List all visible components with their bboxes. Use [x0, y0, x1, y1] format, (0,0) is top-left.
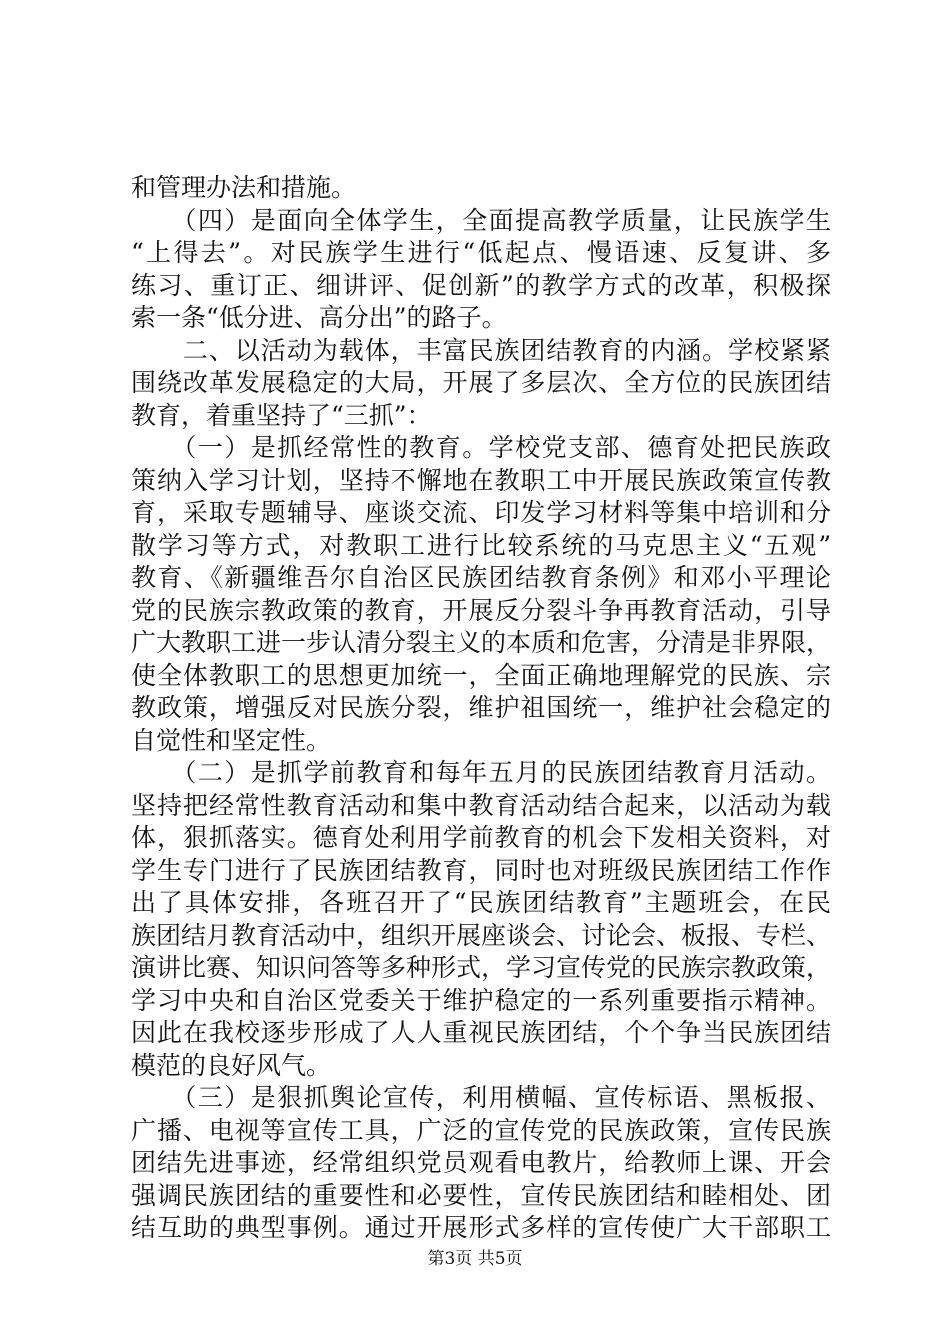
text-line: 索一条“低分进、高分出”的路子。	[131, 303, 507, 332]
text-line: （一）是抓经常性的教育。学校党支部、德育处把民族政	[131, 433, 831, 462]
text-line: 教育、《新疆维吾尔自治区民族团结教育条例》和邓小平理论	[131, 563, 831, 592]
text-line: 策纳入学习计划，坚持不懈地在教职工中开展民族政策宣传教	[131, 465, 831, 495]
text-line: 模范的良好风气。	[131, 1050, 332, 1080]
text-line: 学习中央和自治区党委关于维护稳定的一系列重要指示精神。	[131, 985, 831, 1015]
text-line: 族团结月教育活动中，组织开展座谈会、讨论会、板报、专栏、	[131, 920, 832, 950]
text-line: 体，狠抓落实。德育处利用学前教育的机会下发相关资料，对	[131, 823, 831, 852]
text-line: 强调民族团结的重要性和必要性，宣传民族团结和睦相处、团	[131, 1180, 831, 1210]
text-line: 散学习等方式，对教职工进行比较系统的马克思主义“五观”	[131, 530, 831, 560]
text-line: 使全体教职工的思想更加统一，全面正确地理解党的民族、宗	[131, 660, 831, 690]
text-line: 结互助的典型事例。通过开展形式多样的宣传使广大干部职工	[131, 1213, 831, 1242]
text-line: 坚持把经常性教育活动和集中教育活动结合起来，以活动为载	[131, 790, 831, 820]
text-line: 二、以活动为载体，丰富民族团结教育的内涵。学校紧紧	[131, 335, 831, 365]
text-line: 出了具体安排，各班召开了“民族团结教育”主题班会，在民	[131, 888, 831, 917]
text-line: 团结先进事迹，经常组织党员观看电教片，给教师上课、开会	[131, 1148, 831, 1177]
text-line: 广播、电视等宣传工具，广泛的宣传党的民族政策，宣传民族	[131, 1115, 831, 1145]
text-line: 教政策，增强反对民族分裂，维护祖国统一，维护社会稳定的	[131, 693, 831, 722]
text-line: 围绕改革发展稳定的大局，开展了多层次、全方位的民族团结	[131, 368, 831, 397]
text-line: 自觉性和坚定性。	[131, 725, 332, 755]
text-line: 演讲比赛、知识问答等多种形式，学习宣传党的民族宗教政策，	[131, 953, 832, 982]
text-line: （二）是抓学前教育和每年五月的民族团结教育月活动。	[131, 758, 831, 787]
text-line: （三）是狠抓舆论宣传，利用横幅、宣传标语、黑板报、	[131, 1083, 831, 1112]
text-line: 学生专门进行了民族团结教育，同时也对班级民族团结工作作	[131, 855, 831, 885]
text-line: 和管理办法和措施。	[131, 173, 357, 202]
text-line: 因此在我校逐步形成了人人重视民族团结，个个争当民族团结	[131, 1018, 831, 1047]
text-line: 广大教职工进一步认清分裂主义的本质和危害，分清是非界限，	[131, 628, 832, 657]
text-line: 教育，着重坚持了“三抓”：	[131, 400, 432, 430]
document-body	[131, 172, 831, 1245]
text-line: “上得去”。对民族学生进行“低起点、慢语速、反复讲、多	[131, 238, 831, 267]
page-number-footer: 第3页 共5页	[427, 1249, 523, 1269]
text-line: 育，采取专题辅导、座谈交流、印发学习材料等集中培训和分	[131, 498, 831, 527]
text-line: 党的民族宗教政策的教育，开展反分裂斗争再教育活动，引导	[131, 595, 831, 625]
text-line: 练习、重订正、细讲评、促创新”的教学方式的改革，积极探	[131, 270, 831, 300]
text-line: （四）是面向全体学生，全面提高教学质量，让民族学生	[131, 205, 831, 235]
